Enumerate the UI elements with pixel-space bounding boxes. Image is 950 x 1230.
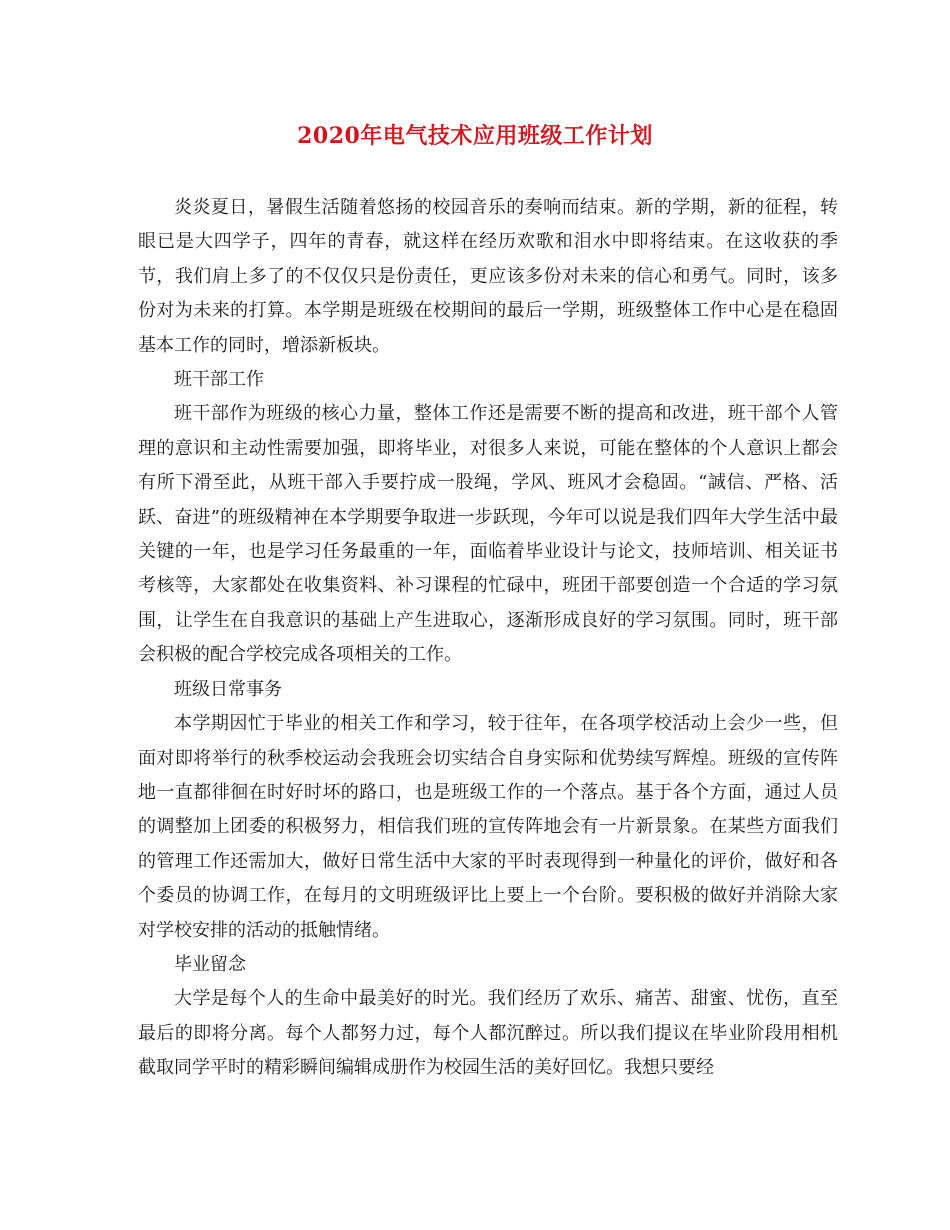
paragraph-daily-affairs: 本学期因忙于毕业的相关工作和学习，较于往年，在各项学校活动上会少一些，但面对即将举行的秋季校运动会我班会切实结合自身实际和优势续写辉煌。班级的宣传阵地一直都徘徊在时好时坏的路口，也是班级工作的一个落点。基于各个方面，通过人员的调整加上团委的积极努力，相信我们班的宣传阵地会有一片新景象。在某些方面我们的管理工作还需加大，做好日常生活中大家的平时表现得到一种量化的评价，做好和各个委员的协调工作，在每月的文明班级评比上要上一个台阶。要积极的做好并消除大家对学校安排的活动的抵触情绪。	[138, 713, 838, 941]
paragraph-graduation-memento: 大学是每个人的生命中最美好的时光。我们经历了欢乐、痛苦、甜蜜、忧伤，直至最后的即将分离。每个人都努力过，每个人都沉醉过。所以我们提议在毕业阶段用相机截取同学平时的精彩瞬间编辑成册作为校园生活的美好回忆。我想只要经	[138, 988, 838, 1079]
section-heading-class-cadres: 班干部工作	[174, 369, 264, 391]
document-body	[138, 191, 838, 1086]
section-heading-daily-affairs: 班级日常事务	[174, 678, 282, 700]
paragraph-intro: 炎炎夏日，暑假生活随着悠扬的校园音乐的奏响而结束。新的学期，新的征程，转眼已是大四学子，四年的青春，就这样在经历欢歌和泪水中即将结束。在这收获的季节，我们肩上多了的不仅仅只是份责任，更应该多份对未来的信心和勇气。同时，该多份对为未来的打算。本学期是班级在校期间的最后一学期，班级整体工作中心是在稳固基本工作的同时，增添新板块。	[138, 197, 838, 356]
document-title: 2020年电气技术应用班级工作计划	[297, 123, 653, 149]
paragraph-class-cadres: 班干部作为班级的核心力量，整体工作还是需要不断的提高和改进，班干部个人管理的意识和主动性需要加强，即将毕业，对很多人来说，可能在整体的个人意识上都会有所下滑至此，从班干部入手要拧成一股绳，学风、班风才会稳固。“誠信、严格、活跃、奋进”的班级精神在本学期要争取进一步跃现，今年可以说是我们四年大学生活中最关键的一年，也是学习任务最重的一年，面临着毕业设计与论文，技师培训、相关证书考核等，大家都处在收集资料、补习课程的忙碌中，班团干部要创造一个合适的学习氛围，让学生在自我意识的基础上产生进取心，逐渐形成良好的学习氛围。同时，班干部会积极的配合学校完成各项相关的工作。	[138, 403, 838, 666]
section-heading-graduation-memento: 毕业留念	[174, 953, 246, 975]
